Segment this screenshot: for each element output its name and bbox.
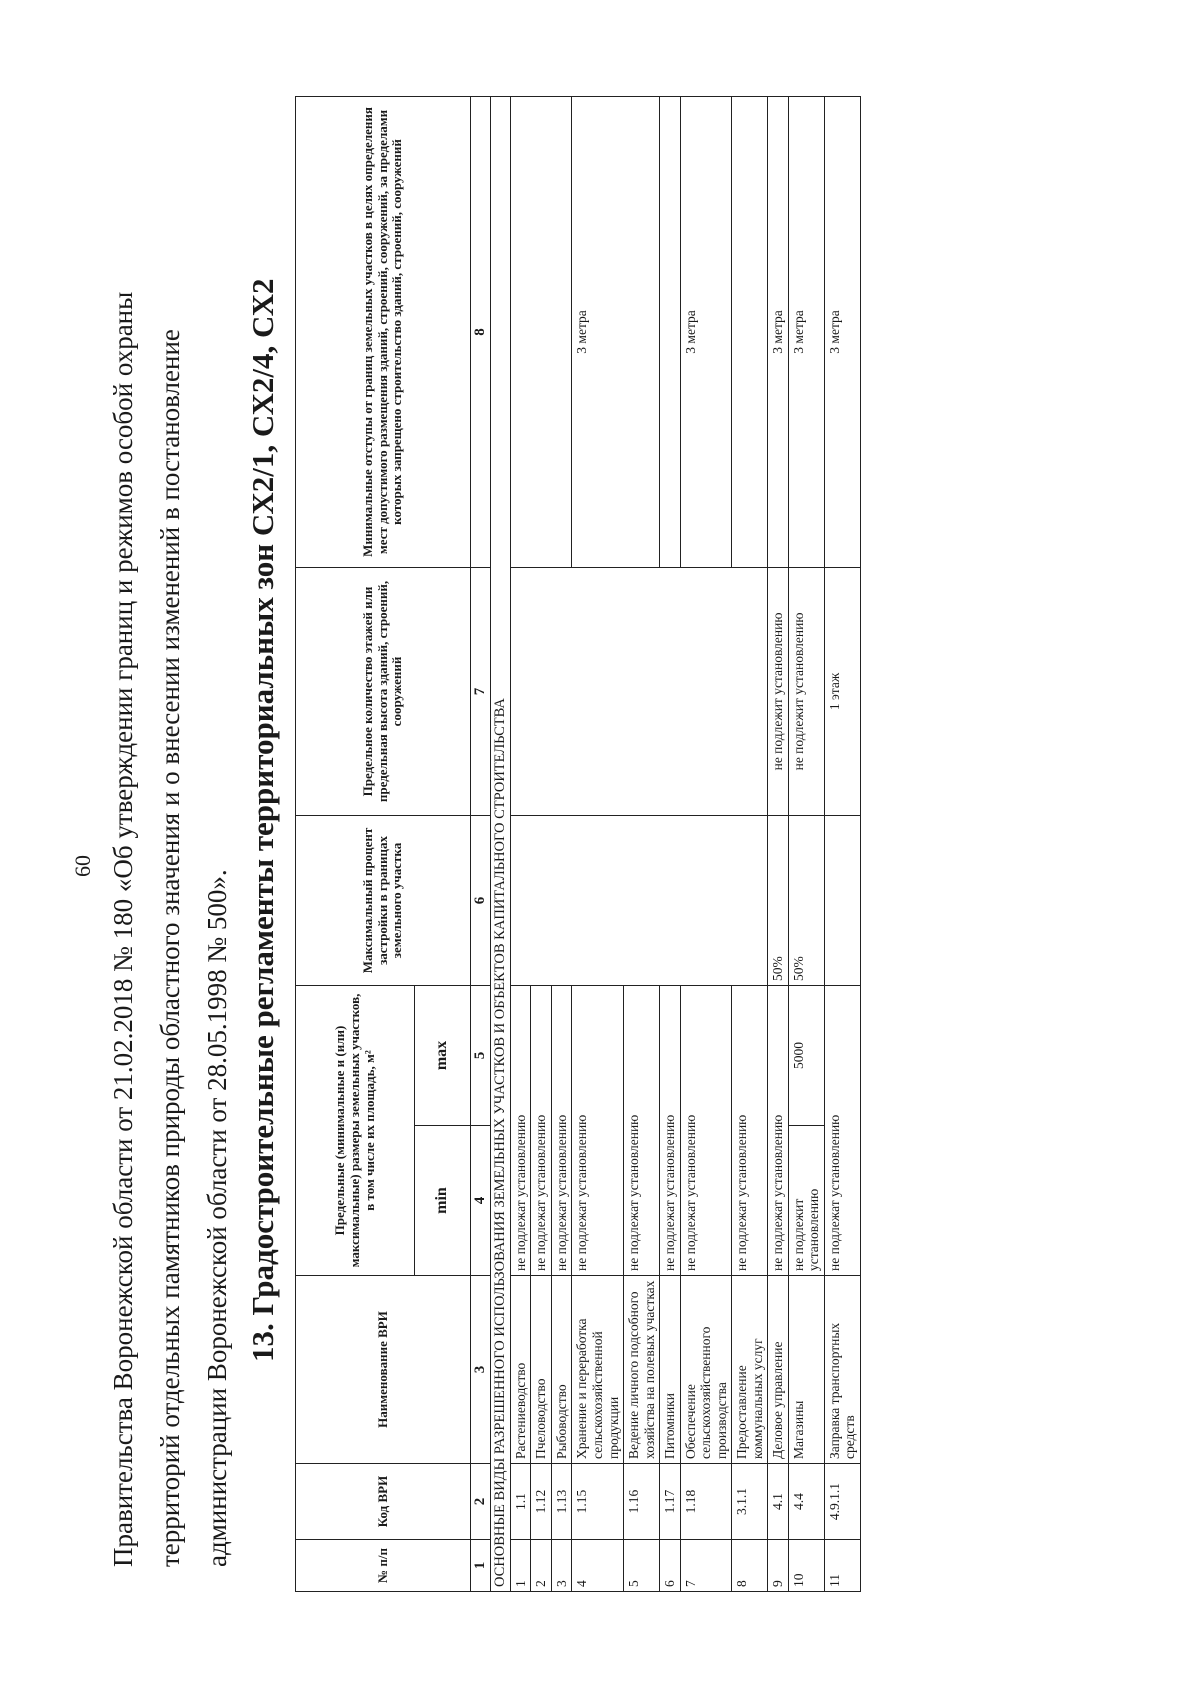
row-num: 6 [660,1540,681,1592]
regulations-table [295,96,861,1592]
row-code: 4.1 [768,1464,789,1540]
row-percent: 50% [788,815,824,985]
colnum: 7 [471,567,491,815]
row-setback: 3 метра [572,96,660,567]
header-setback: Минимальные отступы от границ земельных участков в целях определения мест допустимого размещения зданий, строений, сооружений, за пределами которых запрещено строительство зданий, строений, сооружений [296,96,471,567]
page-number: 60 [70,855,95,877]
row-name: Заправка транспортных средств [824,1276,860,1464]
row-name: Растениеводство [510,1276,531,1464]
header-min: min [415,1126,471,1276]
header-code: Код ВРИ [296,1464,471,1540]
empty-cell [510,815,767,985]
row-min: не подлежит установлению [788,1126,824,1276]
header-size: Предельные (минимальные и (или) максимальные) размеры земельных участков, в том числе их площадь, м² [296,985,415,1275]
colnum: 2 [471,1464,491,1540]
row-size: не подлежат установлению [660,985,681,1275]
row-size: не подлежат установлению [624,985,660,1275]
table-row [788,96,824,1591]
row-code: 1.18 [680,1464,732,1540]
row-setback: 3 метра [824,96,860,567]
section-title: 13. Градостроительные регламенты территориальных зон СХ2/1, СХ2/4, СХ2 [245,278,280,1362]
row-num: 7 [680,1540,732,1592]
header-floors: Предельное количество этажей или предельная высота зданий, строений, сооружений [296,567,471,815]
row-size: не подлежат установлению [732,985,768,1275]
header-max: max [415,985,471,1125]
column-number-row [471,96,491,1591]
row-num: 1 [510,1540,531,1592]
section-row [491,96,511,1591]
row-name: Ведение личного подсобного хозяйства на полевых участках [624,1276,660,1464]
empty-cell [510,96,572,567]
row-code: 1.1 [510,1464,531,1540]
row-name: Хранение и переработка сельскохозяйственной продукции [572,1276,624,1464]
colnum: 1 [471,1540,491,1592]
row-name: Деловое управление [768,1276,789,1464]
empty-cell [824,815,860,985]
empty-cell [660,96,681,567]
row-size: не подлежат установлению [572,985,624,1275]
empty-cell [510,567,767,815]
row-code: 4.9.1.1 [824,1464,860,1540]
row-name: Пчеловодство [531,1276,552,1464]
paragraph-line: территорий отдельных памятников природы областного значения и о внесении изменений в постановление [155,329,185,1567]
row-num: 5 [624,1540,660,1592]
row-num: 4 [572,1540,624,1592]
row-name: Обеспечение сельскохозяйственного производства [680,1276,732,1464]
row-setback: 3 метра [768,96,789,567]
row-num: 11 [824,1540,860,1592]
colnum: 3 [471,1276,491,1464]
table-row [824,96,860,1591]
row-percent: 50% [768,815,789,985]
header-row [296,96,415,1591]
paragraph-line: Правительства Воронежской области от 21.02.2018 № 180 «Об утверждении границ и режимов особой охраны [108,291,138,1567]
row-code: 1.12 [531,1464,552,1540]
colnum: 6 [471,815,491,985]
row-name: Рыбоводство [551,1276,572,1464]
row-size: не подлежат установлению [768,985,789,1275]
row-num: 2 [531,1540,552,1592]
row-code: 1.16 [624,1464,660,1540]
row-setback: 3 метра [680,96,732,567]
paragraph-line: администрации Воронежской области от 28.05.1998 № 500». [202,869,232,1567]
row-size: не подлежат установлению [510,985,531,1275]
row-num: 10 [788,1540,824,1592]
table-row [510,96,531,1591]
row-name: Питомники [660,1276,681,1464]
table-row [768,96,789,1591]
row-name: Предоставление коммунальных услуг [732,1276,768,1464]
header-percent: Максимальный процент застройки в границах земельного участка [296,815,471,985]
row-setback: 3 метра [788,96,824,567]
row-num: 9 [768,1540,789,1592]
colnum: 5 [471,985,491,1125]
row-code: 4.4 [788,1464,824,1540]
header-name: Наименование ВРИ [296,1276,471,1464]
row-floors: не подлежит установлению [788,567,824,815]
row-code: 1.17 [660,1464,681,1540]
row-size: не подлежат установлению [680,985,732,1275]
row-floors: не подлежит установлению [768,567,789,815]
row-size: не подлежат установлению [551,985,572,1275]
row-code: 3.1.1 [732,1464,768,1540]
row-code: 1.13 [551,1464,572,1540]
intro-paragraph [100,147,241,1567]
row-size: не подлежат установлению [531,985,552,1275]
row-max: 5000 [788,985,824,1125]
row-name: Магазины [788,1276,824,1464]
row-num: 3 [551,1540,572,1592]
empty-cell [732,96,768,567]
colnum: 4 [471,1126,491,1276]
row-code: 1.15 [572,1464,624,1540]
section-heading: ОСНОВНЫЕ ВИДЫ РАЗРЕШЕННОГО ИСПОЛЬЗОВАНИЯ ЗЕМЕЛЬНЫХ УЧАСТКОВ И ОБЪЕКТОВ КАПИТАЛЬНОГО СТРОИТЕЛЬСТВА [491,96,511,1591]
row-size: не подлежат установлению [824,985,860,1275]
row-floors: 1 этаж [824,567,860,815]
colnum: 8 [471,96,491,567]
header-num: № п/п [296,1540,471,1592]
row-num: 8 [732,1540,768,1592]
